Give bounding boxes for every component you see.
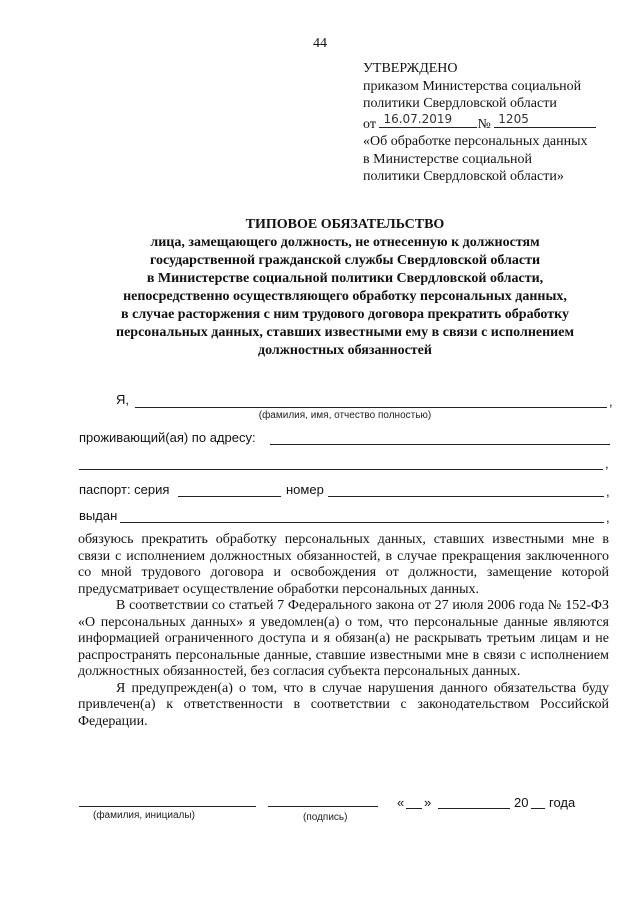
number-field xyxy=(494,113,596,128)
body-text xyxy=(78,532,609,730)
approval-line-1: приказом Министерства социальной xyxy=(363,78,582,94)
signature-caption: (подпись) xyxy=(303,812,348,823)
year-field[interactable] xyxy=(531,808,545,809)
name-initials-field[interactable] xyxy=(79,806,256,807)
address-label: проживающий(ая) по адресу: xyxy=(79,430,256,445)
address-field-2[interactable] xyxy=(79,469,603,470)
approval-subject-3: политики Свердловской области» xyxy=(363,169,564,184)
issued-label: выдан xyxy=(79,508,118,523)
fio-comma: , xyxy=(609,394,613,409)
year-suffix: года xyxy=(549,795,576,810)
approval-subject-2: в Министерстве социальной xyxy=(363,151,533,167)
paragraph-obligation: обязуюсь прекратить обработку персональных данных, ставших известными мне в связи с исполнением должностных обязанностей, в случае прекращения заключенного со мной трудового договора и освобождения от должности, замещение которой предусматривает осуществление обработки персональных данных. xyxy=(78,532,609,597)
fio-field[interactable] xyxy=(135,407,607,408)
page-number: 44 xyxy=(313,36,327,51)
date-close-quote: » xyxy=(424,795,432,810)
address-comma: , xyxy=(605,456,609,471)
approval-title: УТВЕРЖДЕНО xyxy=(363,61,458,76)
approval-subject-1: «Об обработке персональных данных xyxy=(363,134,588,149)
issued-comma: , xyxy=(606,510,610,525)
approval-line-2: политики Свердловской области xyxy=(363,96,557,111)
issued-field[interactable] xyxy=(120,522,604,523)
heading-line: в случае расторжения с ним трудового договора прекратить обработку xyxy=(121,307,569,322)
paragraph-law: В соответствии со статьей 7 Федерального закона от 27 июля 2006 года № 152-ФЗ «О персональных данных» я уведомлен(а) о том, что персональные данные являются информацией ограниченного доступа и я обязан(а) не раскрывать третьим лицам и не распространять персональные данные, ставшие известными мне в связи с исполнением должностных обязанностей, без согласия субъекта персональных данных. xyxy=(78,598,609,679)
heading-line: государственной гражданской службы Свердловской области xyxy=(149,253,541,268)
heading-line: в Министерстве социальной политики Свердловской области, xyxy=(146,271,544,286)
number-sign: № xyxy=(477,116,491,132)
i-label: Я, xyxy=(116,392,129,407)
approval-date-line xyxy=(363,113,623,134)
passport-series-field[interactable] xyxy=(178,496,281,497)
passport-number-label: номер xyxy=(286,482,324,497)
signature-field[interactable] xyxy=(268,806,378,807)
heading-line: непосредственно осуществляющего обработку персональных данных, xyxy=(123,289,567,304)
passport-comma: , xyxy=(606,484,610,499)
passport-number-field[interactable] xyxy=(328,496,604,497)
heading-line: должностных обязанностей xyxy=(258,343,432,358)
date-open-quote: « xyxy=(397,795,405,810)
day-field[interactable] xyxy=(406,808,422,809)
name-initials-caption: (фамилия, инициалы) xyxy=(93,810,195,821)
year-prefix: 20 xyxy=(514,795,529,810)
heading-line: персональных данных, ставших известными ему в связи с исполнением xyxy=(116,325,574,340)
date-prefix: от xyxy=(363,116,376,132)
passport-label: паспорт: серия xyxy=(79,482,170,497)
paragraph-warning: Я предупрежден(а) о том, что в случае нарушения данного обязательства буду привлечен(а) к ответственности в соответствии с законодательством Российской Федерации. xyxy=(78,680,609,729)
approval-block xyxy=(363,60,623,186)
heading-line: лица, замещающего должность, не отнесенную к должностям xyxy=(150,235,540,250)
handwritten-date: 16.07.2019 xyxy=(383,112,453,126)
heading-title: ТИПОВОЕ ОБЯЗАТЕЛЬСТВО xyxy=(245,217,445,232)
handwritten-number: 1205 xyxy=(498,112,529,126)
fio-caption: (фамилия, имя, отчество полностью) xyxy=(258,410,432,421)
date-field xyxy=(379,113,477,128)
document-heading xyxy=(60,216,630,360)
address-field[interactable] xyxy=(270,444,610,445)
month-field[interactable] xyxy=(438,808,510,809)
